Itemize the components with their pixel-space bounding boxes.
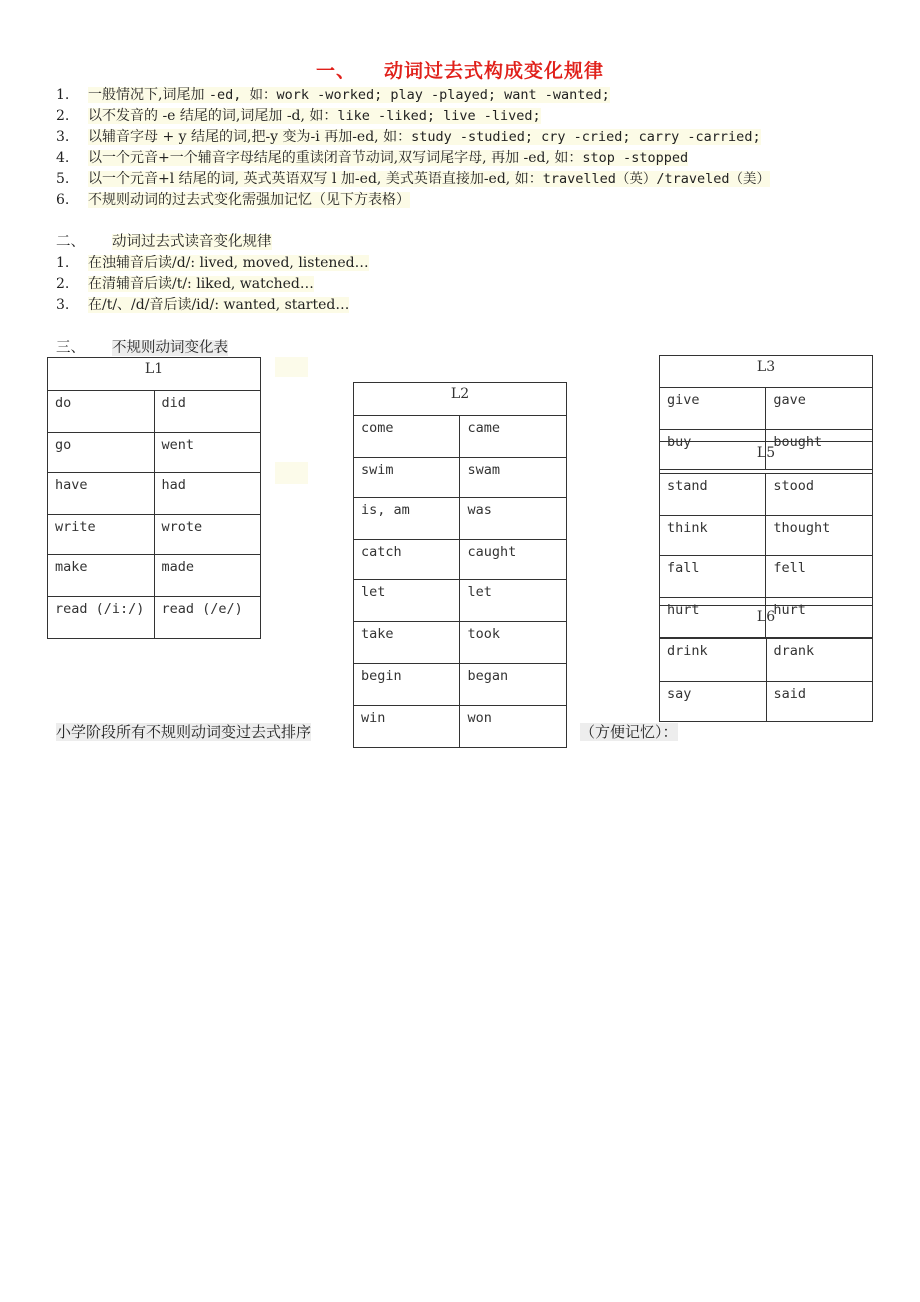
base-form: begin bbox=[354, 664, 460, 706]
base-form: do bbox=[48, 391, 155, 433]
page-title bbox=[0, 56, 920, 83]
rule-2: 2. 以不发音的 -e 结尾的词,词尾加 -d, 如：like -liked; live -lived; bbox=[56, 108, 541, 124]
section2-item-2: 2. 在清辅音后读/t/: liked, watched… bbox=[56, 276, 314, 292]
past-form: drank bbox=[766, 639, 873, 682]
table-label: L5 bbox=[660, 442, 873, 474]
base-form: buy bbox=[660, 430, 766, 470]
footer-right: （方便记忆）： bbox=[580, 723, 678, 741]
rule-3: 3. 以辅音字母 + y 结尾的词,把-y 变为-i 再加-ed, 如：study -studied; cry -cried; carry -carried; bbox=[56, 129, 761, 145]
past-form: fell bbox=[766, 556, 873, 598]
pale-block bbox=[275, 357, 308, 377]
title-number: 一、 bbox=[315, 60, 356, 82]
base-form: stand bbox=[660, 474, 766, 516]
past-form: did bbox=[154, 391, 260, 433]
past-form: took bbox=[460, 622, 567, 664]
rule-6: 6. 不规则动词的过去式变化需强加记忆（见下方表格） bbox=[56, 192, 410, 208]
past-form: bought bbox=[766, 430, 873, 470]
past-form: made bbox=[154, 555, 260, 597]
title-text: 动词过去式构成变化规律 bbox=[384, 60, 605, 82]
past-form: won bbox=[460, 706, 567, 748]
base-form: fall bbox=[660, 556, 766, 598]
table-L1 bbox=[47, 357, 261, 639]
base-form: say bbox=[660, 682, 767, 722]
past-form: began bbox=[460, 664, 567, 706]
base-form: have bbox=[48, 473, 155, 515]
past-form: swam bbox=[460, 458, 567, 498]
footer-left: 小学阶段所有不规则动词变过去式排序 bbox=[56, 723, 312, 741]
rule-1: 1. 一般情况下,词尾加 -ed, 如：work -worked; play -played; want -wanted; bbox=[56, 87, 610, 103]
base-form: swim bbox=[354, 458, 460, 498]
table-label: L2 bbox=[354, 383, 567, 416]
section2-item-3: 3. 在/t/、/d/音后读/id/: wanted, started… bbox=[56, 297, 350, 313]
past-form: gave bbox=[766, 388, 873, 430]
base-form: read (/i:/) bbox=[48, 597, 155, 639]
pale-block bbox=[275, 462, 308, 484]
past-form: went bbox=[154, 433, 260, 473]
past-form: let bbox=[460, 580, 567, 622]
past-form: had bbox=[154, 473, 260, 515]
base-form: give bbox=[660, 388, 766, 430]
past-form: wrote bbox=[154, 515, 260, 555]
table-L6 bbox=[659, 605, 873, 722]
section2-item-1: 1. 在浊辅音后读/d/: lived, moved, listened… bbox=[56, 255, 369, 271]
base-form: go bbox=[48, 433, 155, 473]
section3-heading: 三、 不规则动词变化表 bbox=[56, 340, 228, 356]
past-form: caught bbox=[460, 540, 567, 580]
base-form: take bbox=[354, 622, 460, 664]
base-form: come bbox=[354, 416, 460, 458]
base-form: win bbox=[354, 706, 460, 748]
table-label: L6 bbox=[660, 606, 873, 639]
rule-5: 5. 以一个元音+l 结尾的词, 英式英语双写 l 加-ed, 美式英语直接加-ed, 如：travelled（英）/traveled（美） bbox=[56, 171, 771, 187]
base-form: catch bbox=[354, 540, 460, 580]
past-form: thought bbox=[766, 516, 873, 556]
base-form: drink bbox=[660, 639, 767, 682]
base-form: think bbox=[660, 516, 766, 556]
base-form: let bbox=[354, 580, 460, 622]
table-L2 bbox=[353, 382, 567, 748]
section2-heading: 二、 动词过去式读音变化规律 bbox=[56, 234, 272, 250]
past-form: stood bbox=[766, 474, 873, 516]
base-form: hurt bbox=[660, 598, 766, 638]
rule-4: 4. 以一个元音+一个辅音字母结尾的重读闭音节动词,双写词尾字母, 再加 -ed, 如：stop -stopped bbox=[56, 150, 689, 166]
past-form: was bbox=[460, 498, 567, 540]
base-form: is, am bbox=[354, 498, 460, 540]
base-form: write bbox=[48, 515, 155, 555]
table-label: L1 bbox=[48, 358, 261, 391]
table-label: L3 bbox=[660, 356, 873, 388]
base-form: make bbox=[48, 555, 155, 597]
past-form: said bbox=[766, 682, 873, 722]
past-form: read (/e/) bbox=[154, 597, 260, 639]
past-form: came bbox=[460, 416, 567, 458]
past-form: hurt bbox=[766, 598, 873, 638]
